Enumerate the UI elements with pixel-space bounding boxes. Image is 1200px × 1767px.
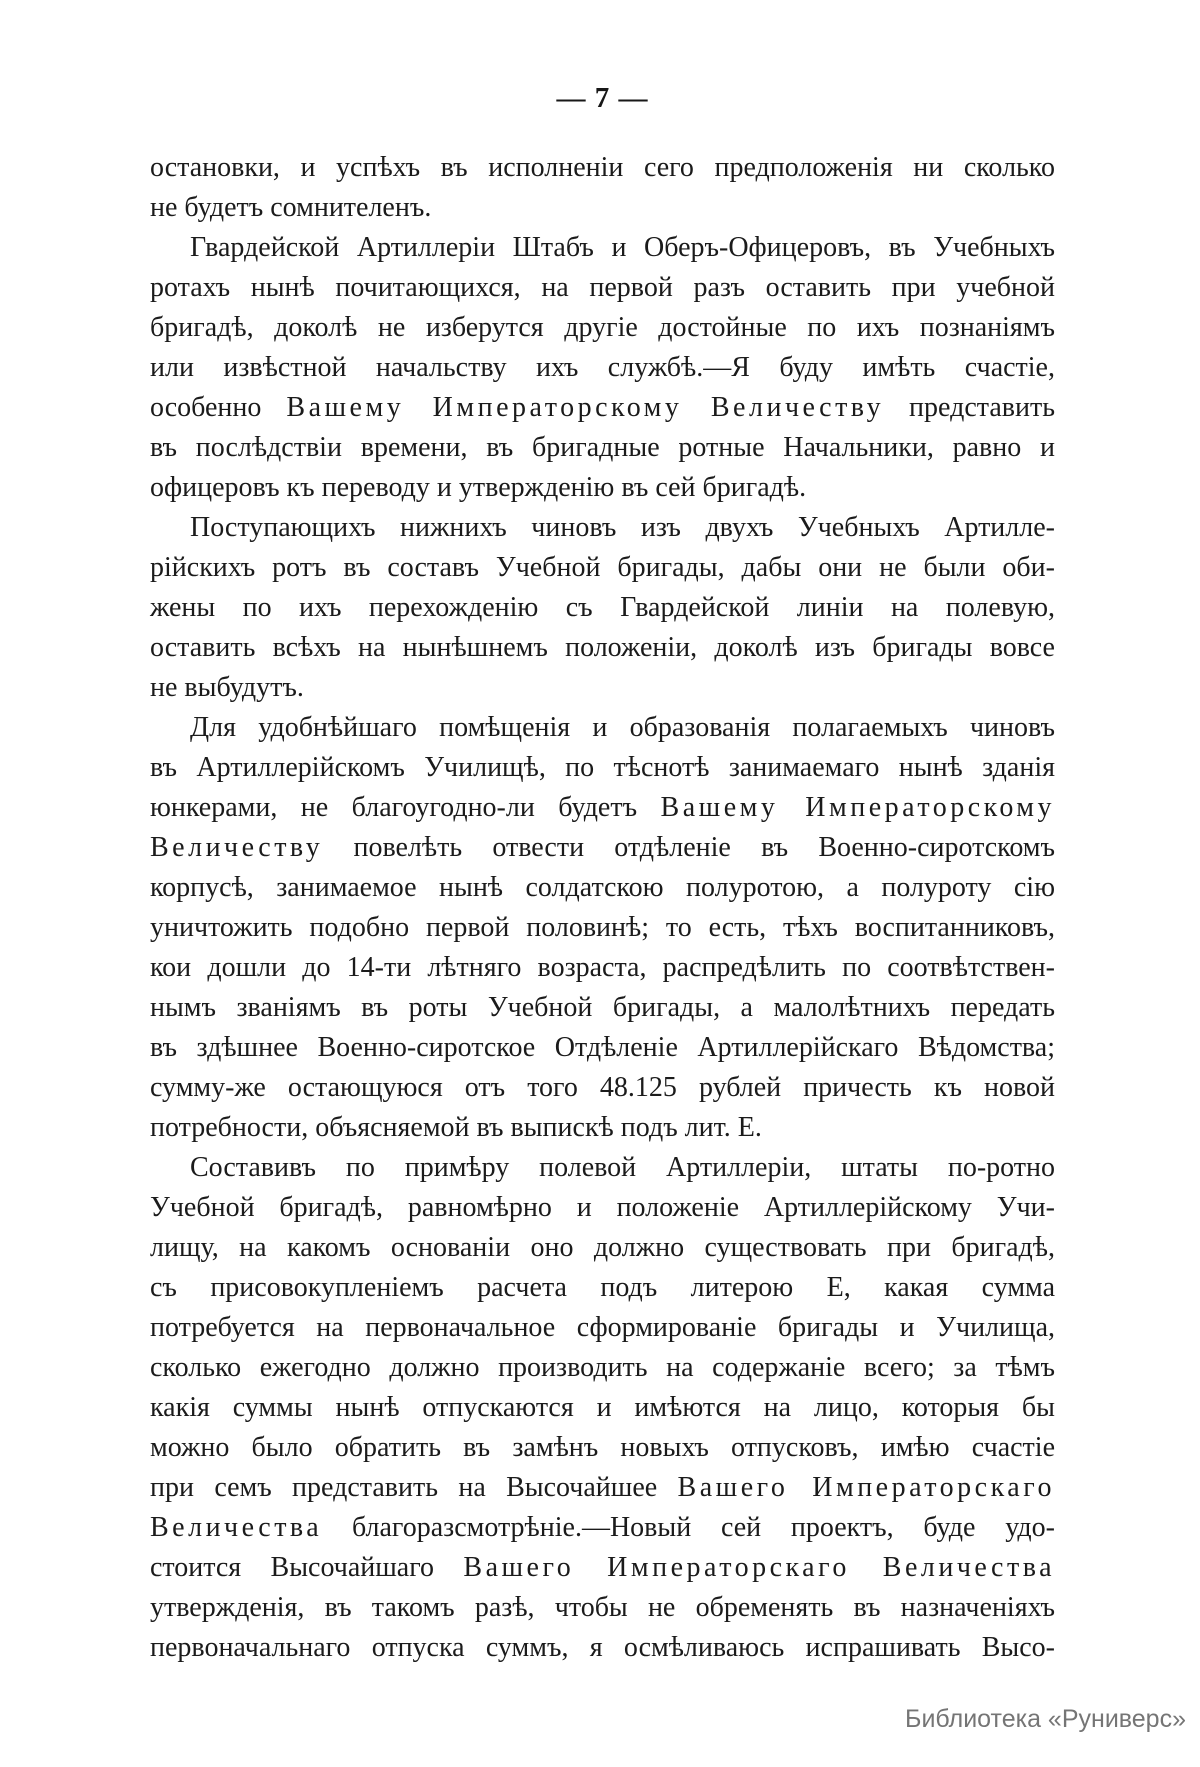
text-line bbox=[150, 428, 1055, 468]
emphasized-text: Величеству bbox=[150, 832, 324, 863]
text-line bbox=[150, 1308, 1055, 1348]
text-line bbox=[150, 948, 1055, 988]
text-line bbox=[150, 1348, 1055, 1388]
text-segment: не выбудутъ. bbox=[150, 672, 304, 703]
emphasized-text: Вашему Императорскому bbox=[660, 792, 1056, 823]
text-line bbox=[150, 1548, 1055, 1588]
text-segment: въ Артиллерійскомъ Училищѣ, по тѣснотѣ занимаемаго нынѣ зданія bbox=[150, 752, 1055, 783]
text-line bbox=[150, 1508, 1055, 1548]
text-segment: стоится Высочайшаго bbox=[150, 1552, 464, 1583]
text-line bbox=[150, 748, 1055, 788]
text-line bbox=[150, 1468, 1055, 1508]
emphasized-text: Величества bbox=[150, 1512, 323, 1543]
text-segment: остановки, и успѣхъ въ исполненіи сего предположенія ни сколько bbox=[150, 152, 1055, 183]
text-segment: Составивъ по примѣру полевой Артиллеріи, штаты по-ротно bbox=[190, 1152, 1055, 1183]
text-line bbox=[150, 588, 1055, 628]
text-line bbox=[150, 148, 1055, 188]
text-line bbox=[150, 1428, 1055, 1468]
text-segment: Учебной бригадѣ, равномѣрно и положеніе Артиллерійскому Учи- bbox=[150, 1192, 1055, 1223]
text-line bbox=[150, 708, 1055, 748]
text-segment: въ здѣшнее Военно-сиротское Отдѣленіе Артиллерійскаго Вѣдомства; bbox=[150, 1032, 1055, 1063]
text-line bbox=[150, 868, 1055, 908]
text-segment: Гвардейской Артиллеріи Штабъ и Оберъ-Офицеровъ, въ Учебныхъ bbox=[190, 232, 1055, 263]
text-segment: можно было обратить въ замѣнъ новыхъ отпусковъ, имѣю счастіе bbox=[150, 1432, 1055, 1463]
text-segment: особенно bbox=[150, 392, 287, 423]
text-line bbox=[150, 1628, 1055, 1668]
text-line bbox=[150, 828, 1055, 868]
text-segment: кои дошли до 14-ти лѣтняго возраста, распредѣлить по соотвѣтствен- bbox=[150, 952, 1055, 983]
text-line bbox=[150, 1188, 1055, 1228]
text-line bbox=[150, 988, 1055, 1028]
text-segment: Для удобнѣйшаго помѣщенія и образованія полагаемыхъ чиновъ bbox=[190, 712, 1055, 743]
text-segment: въ послѣдствіи времени, въ бригадные ротные Начальники, равно и bbox=[150, 432, 1055, 463]
emphasized-text: Вашего Императорскаго bbox=[677, 1472, 1055, 1503]
text-segment: бригадѣ, доколѣ не изберутся другіе достойные по ихъ познаніямъ bbox=[150, 312, 1055, 343]
page-number: — 7 — bbox=[556, 82, 649, 114]
text-segment: потребности, объясняемой въ выпискѣ подъ лит. Е. bbox=[150, 1112, 762, 1143]
text-line bbox=[150, 228, 1055, 268]
text-line bbox=[150, 1028, 1055, 1068]
text-segment: оставить всѣхъ на нынѣшнемъ положеніи, доколѣ изъ бригады вовсе bbox=[150, 632, 1055, 663]
text-segment: ротахъ нынѣ почитающихся, на первой разъ оставить при учебной bbox=[150, 272, 1055, 303]
text-segment: рійскихъ ротъ въ составъ Учебной бригады, дабы они не были оби- bbox=[150, 552, 1055, 583]
text-segment: офицеровъ къ переводу и утвержденію въ сей бригадѣ. bbox=[150, 472, 807, 503]
text-line bbox=[150, 308, 1055, 348]
text-segment: представить bbox=[884, 392, 1055, 423]
text-line bbox=[150, 388, 1055, 428]
text-line bbox=[150, 1388, 1055, 1428]
text-line bbox=[150, 548, 1055, 588]
body-text bbox=[150, 148, 1055, 1668]
text-line bbox=[150, 628, 1055, 668]
text-line bbox=[150, 188, 1055, 228]
text-segment: какія суммы нынѣ отпускаются и имѣются на лицо, которыя бы bbox=[150, 1392, 1055, 1423]
text-segment: юнкерами, не благоугодно-ли будетъ bbox=[150, 792, 661, 823]
text-segment: утвержденія, въ такомъ разѣ, чтобы не обременять въ назначеніяхъ bbox=[150, 1592, 1055, 1623]
text-segment: сумму-же остающуюся отъ того 48.125 рублей причесть къ новой bbox=[150, 1072, 1055, 1103]
text-segment: не будетъ сомнителенъ. bbox=[150, 192, 432, 223]
text-segment: нымъ званіямъ въ роты Учебной бригады, а малолѣтнихъ передать bbox=[150, 992, 1055, 1023]
text-line bbox=[150, 788, 1055, 828]
text-line bbox=[150, 468, 1055, 508]
text-segment: потребуется на первоначальное сформированіе бригады и Училища, bbox=[150, 1312, 1055, 1343]
text-line bbox=[150, 1588, 1055, 1628]
text-segment: благоразсмотрѣніе.—Новый сей проектъ, буде удо- bbox=[322, 1512, 1055, 1543]
emphasized-text: Вашему Императорскому Величеству bbox=[286, 392, 885, 423]
text-line bbox=[150, 268, 1055, 308]
text-line bbox=[150, 1148, 1055, 1188]
text-segment: при семъ представить на Высочайшее bbox=[150, 1472, 678, 1503]
text-segment: уничтожить подобно первой половинѣ; то есть, тѣхъ воспитанниковъ, bbox=[150, 912, 1055, 943]
text-line bbox=[150, 348, 1055, 388]
text-line bbox=[150, 1108, 1055, 1148]
text-segment: жены по ихъ перехожденію съ Гвардейской линіи на полевую, bbox=[150, 592, 1055, 623]
emphasized-text: Вашего Императорскаго Величества bbox=[463, 1552, 1055, 1583]
text-segment: лищу, на какомъ основаніи оно должно существовать при бригадѣ, bbox=[150, 1232, 1055, 1263]
text-line bbox=[150, 508, 1055, 548]
text-line bbox=[150, 1268, 1055, 1308]
text-segment: корпусѣ, занимаемое нынѣ солдатскою полуротою, а полуроту сію bbox=[150, 872, 1055, 903]
library-watermark: Библиотека «Руниверс» bbox=[905, 1705, 1186, 1733]
text-segment: съ присовокупленіемъ расчета подъ литерою Е, какая сумма bbox=[150, 1272, 1055, 1303]
text-segment: первоначальнаго отпуска суммъ, я осмѣливаюсь испрашивать Высо- bbox=[150, 1632, 1055, 1663]
text-segment: сколько ежегодно должно производить на содержаніе всего; за тѣмъ bbox=[150, 1352, 1055, 1383]
text-line bbox=[150, 668, 1055, 708]
text-line bbox=[150, 1228, 1055, 1268]
text-segment: повелѣть отвести отдѣленіе въ Военно-сиротскомъ bbox=[323, 832, 1055, 863]
text-segment: Поступающихъ нижнихъ чиновъ изъ двухъ Учебныхъ Артилле- bbox=[190, 512, 1055, 543]
text-line bbox=[150, 908, 1055, 948]
text-segment: или извѣстной начальству ихъ службѣ.—Я буду имѣть счастіе, bbox=[150, 352, 1055, 383]
text-line bbox=[150, 1068, 1055, 1108]
